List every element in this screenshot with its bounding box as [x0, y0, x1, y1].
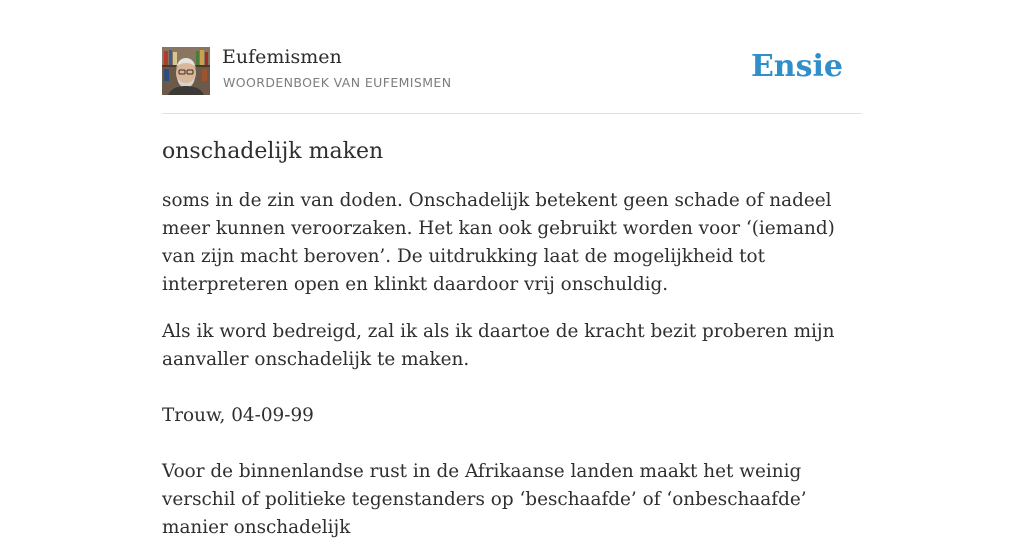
- dictionary-name[interactable]: WOORDENBOEK VAN EUFEMISMEN: [223, 75, 452, 90]
- example-sentence: Voor de binnenlandse rust in de Afrikaanse landen maakt het weinig verschil of politieke tegenstanders op ‘beschaafde’ of ‘onbeschaafde’ manier onschadelijk: [162, 461, 807, 538]
- entry-content: [162, 136, 862, 542]
- brand-logo[interactable]: Ensie: [750, 49, 843, 84]
- entry-term: onschadelijk maken: [162, 139, 384, 164]
- avatar[interactable]: [162, 47, 210, 95]
- example-spacer: [162, 430, 862, 458]
- example-sentence: Als ik word bedreigd, zal ik als ik daartoe de kracht bezit proberen mijn aanvaller onschadelijk te maken.: [162, 321, 835, 370]
- entry-definition: soms in de zin van doden. Onschadelijk betekent geen schade of nadeel meer kunnen veroorzaken. Het kan ook gebruikt worden voor ‘(iemand) van zijn macht beroven’. De uitdrukking laat de mogelijkheid tot interpreteren open en klinkt daardoor vrij onschuldig.: [162, 190, 835, 295]
- example-source: Trouw, 04-09-99: [162, 405, 314, 426]
- entry-examples: [162, 318, 862, 542]
- entry-header: [162, 46, 862, 96]
- author-portrait-icon: [162, 47, 210, 95]
- header-divider: [162, 113, 862, 114]
- author-name[interactable]: Eufemismen: [222, 46, 342, 68]
- example-spacer: [162, 374, 862, 402]
